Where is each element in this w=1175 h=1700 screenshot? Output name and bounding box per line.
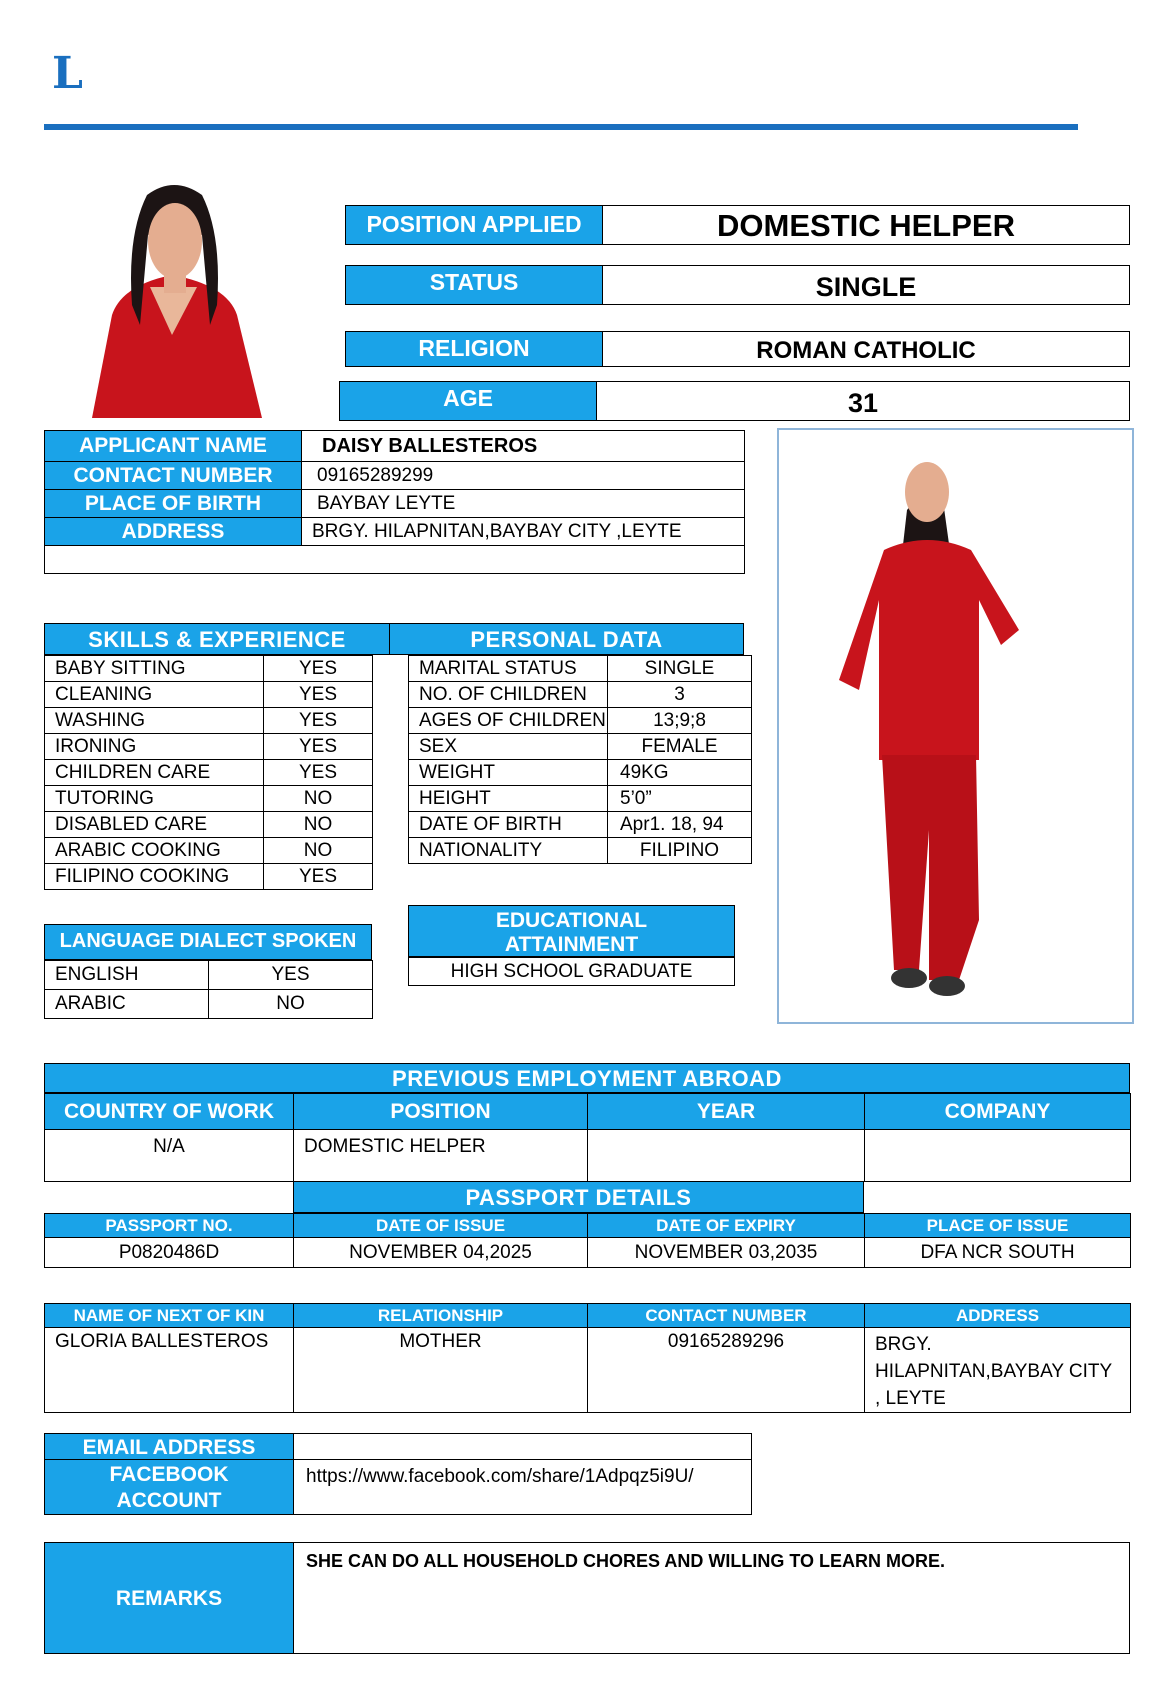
skill-label: BABY SITTING [45,656,264,682]
kin-relationship: MOTHER [294,1328,588,1413]
skill-label: FILIPINO COOKING [45,864,264,890]
place-of-birth-value: BAYBAY LEYTE [302,490,745,518]
language-row [45,990,373,1019]
passport-col-place: PLACE OF ISSUE [865,1214,1131,1238]
education-header-line1: EDUCATIONAL [495,909,648,932]
place-of-birth-label: PLACE OF BIRTH [45,490,302,518]
kin-col-relationship: RELATIONSHIP [294,1304,588,1328]
passport-col-number: PASSPORT NO. [45,1214,294,1238]
skill-value: YES [264,708,373,734]
status-label: STATUS [345,265,603,305]
personal-value: 49KG [608,760,752,786]
religion-value: ROMAN CATHOLIC [602,331,1130,367]
skill-row [45,682,373,708]
kin-address [865,1328,1131,1413]
personal-value: 3 [608,682,752,708]
kin-contact: 09165289296 [588,1328,865,1413]
skill-value: NO [264,786,373,812]
address-value: BRGY. HILAPNITAN,BAYBAY CITY ,LEYTE [302,518,745,546]
personal-row [409,812,752,838]
employment-col-company: COMPANY [865,1094,1131,1130]
personal-label: WEIGHT [409,760,608,786]
passport-number: P0820486D [45,1238,294,1268]
language-value: YES [209,961,373,990]
personal-value: SINGLE [608,656,752,682]
kin-name: GLORIA BALLESTEROS [45,1328,294,1413]
skill-label: TUTORING [45,786,264,812]
skill-label: WASHING [45,708,264,734]
personal-data-table [408,655,752,864]
employment-country: N/A [45,1130,294,1182]
personal-row [409,786,752,812]
skill-value: NO [264,838,373,864]
remarks-value: SHE CAN DO ALL HOUSEHOLD CHORES AND WILLING TO LEARN MORE. [293,1542,1130,1654]
kin-table [44,1303,1131,1413]
facebook-label-line2: ACCOUNT [116,1489,222,1512]
language-header: LANGUAGE DIALECT SPOKEN [44,924,372,960]
employment-header: PREVIOUS EMPLOYMENT ABROAD [44,1063,1130,1093]
skill-label: CLEANING [45,682,264,708]
employment-year [588,1130,865,1182]
language-value: NO [209,990,373,1019]
personal-row [409,682,752,708]
facebook-label-line1: FACEBOOK [109,1463,229,1486]
email-label: EMAIL ADDRESS [44,1433,294,1460]
contact-number-label: CONTACT NUMBER [45,462,302,490]
skill-value: YES [264,864,373,890]
personal-label: DATE OF BIRTH [409,812,608,838]
skill-row [45,656,373,682]
skill-value: YES [264,682,373,708]
education-value: HIGH SCHOOL GRADUATE [408,957,735,986]
kin-col-contact: CONTACT NUMBER [588,1304,865,1328]
employment-col-year: YEAR [588,1094,865,1130]
passport-place: DFA NCR SOUTH [865,1238,1131,1268]
kin-col-address: ADDRESS [865,1304,1131,1328]
applicant-name-value: DAISY BALLESTEROS [302,431,745,462]
contact-number-value: 09165289299 [302,462,745,490]
personal-value: 13;9;8 [608,708,752,734]
skill-value: YES [264,734,373,760]
age-value: 31 [596,381,1130,421]
kin-address-line: HILAPNITAN,BAYBAY CITY [875,1361,1113,1382]
language-row [45,961,373,990]
skill-row [45,786,373,812]
personal-label: HEIGHT [409,786,608,812]
employment-col-country: COUNTRY OF WORK [45,1094,294,1130]
employment-table [44,1093,1131,1182]
skill-value: YES [264,760,373,786]
passport-table [44,1213,1131,1268]
skills-header: SKILLS & EXPERIENCE [44,623,390,655]
full-body-photo [777,428,1134,1024]
personal-label: AGES OF CHILDREN [409,708,608,734]
email-value [293,1433,752,1460]
religion-label: RELIGION [345,331,603,367]
passport-issue-date: NOVEMBER 04,2025 [294,1238,588,1268]
position-applied-label: POSITION APPLIED [345,205,603,245]
personal-label: MARITAL STATUS [409,656,608,682]
applicant-info-table [44,430,745,574]
personal-row [409,760,752,786]
personal-label: SEX [409,734,608,760]
personal-label: NO. OF CHILDREN [409,682,608,708]
passport-expiry-date: NOVEMBER 03,2035 [588,1238,865,1268]
status-value: SINGLE [602,265,1130,305]
header-rule [44,124,1078,130]
passport-col-issue: DATE OF ISSUE [294,1214,588,1238]
address-label: ADDRESS [45,518,302,546]
personal-data-header: PERSONAL DATA [389,623,744,655]
facebook-label [44,1459,294,1515]
skill-row [45,708,373,734]
personal-value: FILIPINO [608,838,752,864]
skill-label: CHILDREN CARE [45,760,264,786]
skill-label: DISABLED CARE [45,812,264,838]
skill-row [45,812,373,838]
facebook-value[interactable]: https://www.facebook.com/share/1Adpqz5i9U/ [293,1459,752,1515]
skill-label: IRONING [45,734,264,760]
employment-col-position: POSITION [294,1094,588,1130]
personal-value: FEMALE [608,734,752,760]
education-header [408,905,735,957]
language-table [44,960,373,1019]
personal-row [409,656,752,682]
passport-col-expiry: DATE OF EXPIRY [588,1214,865,1238]
personal-row [409,708,752,734]
applicant-name-label: APPLICANT NAME [45,431,302,462]
blank-row [45,546,745,574]
logo: L [52,48,83,99]
headshot-photo [52,175,298,418]
skill-row [45,864,373,890]
language-label: ARABIC [45,990,209,1019]
education-header-line2: ATTAINMENT [504,933,639,956]
skills-table [44,655,373,890]
employment-position: DOMESTIC HELPER [294,1130,588,1182]
personal-row [409,734,752,760]
skill-row [45,734,373,760]
personal-value: Apr1. 18, 94 [608,812,752,838]
employment-company [865,1130,1131,1182]
kin-address-line: BRGY. [875,1334,932,1355]
language-label: ENGLISH [45,961,209,990]
passport-header: PASSPORT DETAILS [293,1181,864,1213]
personal-label: NATIONALITY [409,838,608,864]
skill-row [45,760,373,786]
skill-value: YES [264,656,373,682]
skill-row [45,838,373,864]
personal-value: 5’0” [608,786,752,812]
kin-col-name: NAME OF NEXT OF KIN [45,1304,294,1328]
age-label: AGE [339,381,597,421]
kin-address-line: , LEYTE [875,1388,946,1409]
skill-value: NO [264,812,373,838]
position-applied-value: DOMESTIC HELPER [602,205,1130,245]
personal-row [409,838,752,864]
skill-label: ARABIC COOKING [45,838,264,864]
remarks-label: REMARKS [44,1542,294,1654]
